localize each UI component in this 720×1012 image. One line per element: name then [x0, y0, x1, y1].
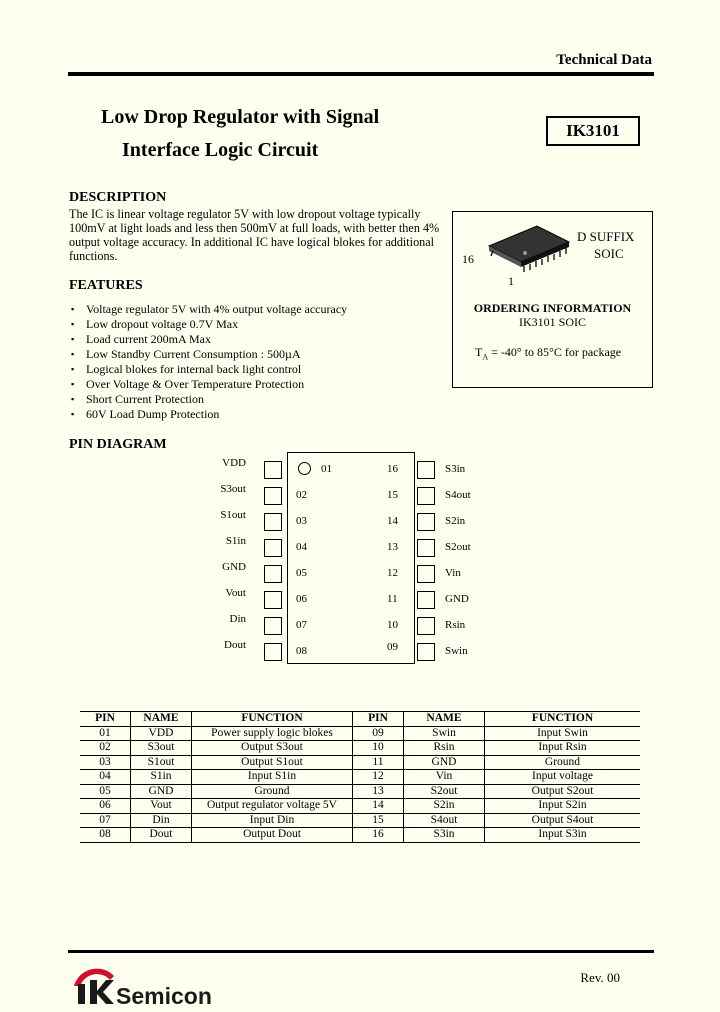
pin-number-left: 01 — [321, 463, 332, 475]
soic-package-icon — [483, 222, 575, 274]
pin-number-left: 02 — [296, 489, 307, 501]
pin-pad-left — [264, 539, 282, 557]
table-cell: Input Swin — [485, 726, 641, 741]
table-cell: 12 — [353, 770, 404, 785]
table-cell: Input S1in — [192, 770, 353, 785]
table-cell: S1out — [131, 755, 192, 770]
feature-item: ▪ 60V Load Dump Protection — [69, 407, 449, 422]
col-header: NAME — [131, 712, 192, 727]
table-cell: Output Dout — [192, 828, 353, 843]
pin-pad-right — [417, 565, 435, 583]
feature-item: ▪ Over Voltage & Over Temperature Protection — [69, 377, 449, 392]
pin-name-left: Dout — [224, 639, 246, 651]
table-cell: Ground — [485, 755, 641, 770]
pin-number-right: 14 — [387, 515, 398, 527]
description-heading: DESCRIPTION — [69, 190, 167, 205]
feature-item: ▪ Low Standby Current Consumption : 500µA — [69, 347, 449, 362]
col-header: NAME — [404, 712, 485, 727]
ic-chip-body — [287, 452, 415, 664]
feature-item: ▪ Load current 200mA Max — [69, 332, 449, 347]
table-cell: 15 — [353, 813, 404, 828]
table-cell: 16 — [353, 828, 404, 843]
pin-name-left: S1in — [225, 535, 246, 547]
pin-pad-left — [264, 487, 282, 505]
table-cell: Input S3in — [485, 828, 641, 843]
col-header: FUNCTION — [192, 712, 353, 727]
table-cell: Vout — [131, 799, 192, 814]
table-cell: 14 — [353, 799, 404, 814]
table-cell: 07 — [80, 813, 131, 828]
pin-number-right: 12 — [387, 567, 398, 579]
table-cell: 05 — [80, 784, 131, 799]
table-row — [80, 828, 640, 843]
table-cell: 11 — [353, 755, 404, 770]
table-cell: 13 — [353, 784, 404, 799]
pin-name-right: S2out — [445, 541, 471, 553]
table-cell: S2out — [404, 784, 485, 799]
ordering-part: IK3101 SOIC — [518, 315, 586, 329]
pin-pad-right — [417, 487, 435, 505]
features-list — [69, 302, 449, 422]
pin-name-right: S2in — [445, 515, 466, 527]
package-info-box — [452, 211, 653, 388]
table-row — [80, 770, 640, 785]
table-cell: VDD — [131, 726, 192, 741]
table-cell: S3in — [404, 828, 485, 843]
pin-number-left: 06 — [296, 593, 307, 605]
pin-pad-right — [417, 513, 435, 531]
pin-name-left: Din — [229, 613, 246, 625]
pin-name-right: Rsin — [445, 619, 466, 631]
pin-pad-left — [264, 461, 282, 479]
table-cell: 04 — [80, 770, 131, 785]
pin-name-left: GND — [222, 561, 246, 573]
col-header: PIN — [80, 712, 131, 727]
table-cell: Output S4out — [485, 813, 641, 828]
table-row — [80, 726, 640, 741]
pin16-marker: 16 — [462, 252, 474, 266]
feature-item: ▪ Short Current Protection — [69, 392, 449, 407]
pin-pad-right — [417, 617, 435, 635]
part-number-box: IK3101 — [546, 116, 640, 146]
table-cell: 08 — [80, 828, 131, 843]
pin-pad-right — [417, 643, 435, 661]
table-cell: Input voltage — [485, 770, 641, 785]
col-header: FUNCTION — [485, 712, 641, 727]
pin-name-right: Vin — [445, 567, 461, 579]
pin-number-left: 04 — [296, 541, 307, 553]
pin-number-right: 16 — [387, 463, 398, 475]
table-cell: GND — [404, 755, 485, 770]
features-heading: FEATURES — [69, 278, 143, 293]
table-cell: 01 — [80, 726, 131, 741]
table-cell: 06 — [80, 799, 131, 814]
table-cell: 02 — [80, 741, 131, 756]
feature-item: ▪ Low dropout voltage 0.7V Max — [69, 317, 449, 332]
pin-pad-left — [264, 513, 282, 531]
pin-name-left: VDD — [222, 457, 246, 469]
pin-diagram-heading: PIN DIAGRAM — [69, 437, 167, 452]
temp-subscript: A — [482, 352, 489, 362]
table-cell: Input Din — [192, 813, 353, 828]
description-text: The IC is linear voltage regulator 5V with low dropout voltage typically 100mV at light loads and less then 500mV at full loads, with better then 4% output voltage accuracy. In additional IC have logical blokes for additional functions. — [69, 207, 440, 263]
table-row — [80, 799, 640, 814]
table-row — [80, 784, 640, 799]
temp-symbol: T — [475, 345, 483, 359]
table-cell: 03 — [80, 755, 131, 770]
table-header-row — [80, 712, 640, 727]
table-cell: S2in — [404, 799, 485, 814]
temp-text: = -40° to 85°C for package — [488, 345, 622, 359]
header-rule — [68, 72, 654, 76]
table-cell: Swin — [404, 726, 485, 741]
pin-pad-right — [417, 591, 435, 609]
svg-text:Semicon: Semicon — [116, 983, 212, 1008]
pin-name-right: S4out — [445, 489, 471, 501]
pin-number-right: 10 — [387, 619, 398, 631]
pin-number-left: 07 — [296, 619, 307, 631]
pin-name-right: S3in — [445, 463, 466, 475]
table-cell: Ground — [192, 784, 353, 799]
package-suffix: D SUFFIX — [577, 229, 635, 244]
pin-pad-right — [417, 461, 435, 479]
pin-number-right: 13 — [387, 541, 398, 553]
pin-pad-right — [417, 539, 435, 557]
pin-name-left: S1out — [220, 509, 246, 521]
header-label: Technical Data — [556, 52, 652, 68]
table-cell: Rsin — [404, 741, 485, 756]
feature-item: ▪ Voltage regulator 5V with 4% output voltage accuracy — [69, 302, 449, 317]
table-cell: 10 — [353, 741, 404, 756]
pin-pad-left — [264, 617, 282, 635]
table-cell: S1in — [131, 770, 192, 785]
table-cell: S3out — [131, 741, 192, 756]
pin1-marker: 1 — [508, 274, 514, 288]
table-cell: GND — [131, 784, 192, 799]
pin-name-right: Swin — [445, 645, 468, 657]
table-cell: Input S2in — [485, 799, 641, 814]
package-type: SOIC — [594, 246, 624, 261]
pin-number-left: 08 — [296, 645, 307, 657]
ordering-heading: ORDERING INFORMATION — [473, 301, 632, 315]
pin-name-left: S3out — [220, 483, 246, 495]
table-cell: Vin — [404, 770, 485, 785]
iksemicon-logo — [70, 960, 260, 1008]
pin-number-left: 03 — [296, 515, 307, 527]
pin-number-left: 05 — [296, 567, 307, 579]
pin-pad-left — [264, 643, 282, 661]
table-cell: Output S1out — [192, 755, 353, 770]
pin1-notch-icon — [298, 462, 311, 475]
table-cell: Power supply logic blokes — [192, 726, 353, 741]
pin-name-left: Vout — [225, 587, 246, 599]
pin-function-table — [80, 711, 640, 843]
pin-number-right: 11 — [387, 593, 398, 605]
feature-item: ▪ Logical blokes for internal back light control — [69, 362, 449, 377]
pin-name-right: GND — [445, 593, 469, 605]
pin-pad-left — [264, 591, 282, 609]
table-cell: Input Rsin — [485, 741, 641, 756]
pin-number-right: 09 — [387, 641, 398, 653]
title-line-2: Interface Logic Circuit — [122, 139, 319, 161]
footer-rule — [68, 950, 654, 953]
table-cell: Output S3out — [192, 741, 353, 756]
table-cell: Output S2out — [485, 784, 641, 799]
table-row — [80, 813, 640, 828]
table-cell: Dout — [131, 828, 192, 843]
table-row — [80, 741, 640, 756]
temperature-range — [475, 345, 621, 361]
table-cell: Output regulator voltage 5V — [192, 799, 353, 814]
table-cell: 09 — [353, 726, 404, 741]
table-cell: S4out — [404, 813, 485, 828]
pin-number-right: 15 — [387, 489, 398, 501]
table-cell: Din — [131, 813, 192, 828]
col-header: PIN — [353, 712, 404, 727]
title-line-1: Low Drop Regulator with Signal — [101, 106, 380, 128]
pin-pad-left — [264, 565, 282, 583]
table-row — [80, 755, 640, 770]
revision: Rev. 00 — [580, 970, 620, 985]
